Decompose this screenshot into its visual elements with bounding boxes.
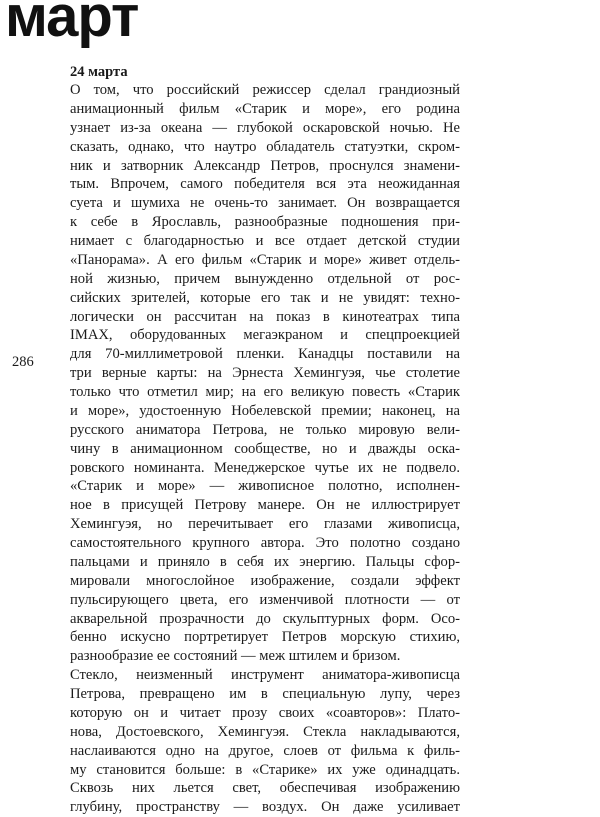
text-line: ное в присущей Петрову манере. Он не иллюстрирует — [70, 497, 460, 514]
diary-entry — [70, 64, 460, 817]
text-line: му становится больше: в «Старике» их уже одинадцать. — [70, 761, 460, 778]
text-line: чину в анимационном сообществе, но и дважды оска- — [70, 440, 460, 457]
text-line: нимает с благодарностью и все отдает детской студии — [70, 233, 460, 249]
text-line: пальцами и приняло в себя их энергию. Пальцы сфор- — [70, 553, 460, 570]
text-line: русского аниматора Петрова, не только мировую вели- — [70, 421, 460, 438]
text-line: глубину, пространству — воздух. Он даже усиливает — [70, 799, 460, 816]
month-heading: март — [5, 0, 139, 49]
text-line: О том, что российский режиссер сделал грандиозный — [70, 82, 460, 98]
text-line: мировали многослойное изображение, создали эффект — [70, 572, 460, 589]
text-line: пульсирующего цвета, его изменчивой плотности — от — [70, 591, 460, 608]
page-number: 286 — [12, 354, 34, 370]
text-line: наслаиваются одно на другое, слоев от фильма к филь- — [70, 742, 460, 759]
paragraph-1 — [70, 81, 460, 666]
text-line: акварельной прозрачности до скульптурных форм. Осо- — [70, 610, 460, 627]
text-line: ник и затворник Александр Петров, проснулся знамени- — [70, 157, 460, 174]
text-line: Петрова, превращено им в специальную лупу, через — [70, 686, 460, 702]
text-line: анимационный фильм «Старик и море», его родина — [70, 100, 460, 117]
text-line: узнает из-за океана — глубокой оскаровской ночью. Не — [70, 119, 460, 136]
text-line: бенно искусно портретирует Петров морскую стихию, — [70, 629, 460, 646]
text-line: «Старик и море» — живописное полотно, исполнен- — [70, 478, 460, 495]
text-line: самостоятельного крупного автора. Это полотно создано — [70, 535, 460, 551]
text-line: IMAX, оборудованных мегаэкраном и спецпроекцией — [70, 327, 460, 344]
text-line: сказать, однако, что наутро обладатель статуэтки, скром- — [70, 138, 460, 155]
text-line: сийских зрителей, которые его так и не увидят: техно- — [70, 289, 460, 306]
text-line: логически он рассчитан на показ в кинотеатрах типа — [70, 308, 460, 325]
text-line: Сквозь них льется свет, обеспечивая изображению — [70, 780, 460, 797]
text-line: Стекло, неизменный инструмент аниматора-живописца — [70, 667, 460, 684]
text-line: три верные карты: на Эрнеста Хемингуэя, чье столетие — [70, 365, 460, 382]
paragraph-2 — [70, 666, 460, 817]
text-line: ной жизнью, причем вынужденно отдельной от рос- — [70, 270, 460, 287]
entry-date: 24 марта — [70, 64, 128, 80]
text-line: к себе в Ярославль, разнообразные подношения при- — [70, 214, 460, 231]
text-line: ровского номинанта. Менеджерское чутье их не подвело. — [70, 459, 460, 476]
text-line: для 70-миллиметровой пленки. Канадцы поставили на — [70, 346, 460, 363]
text-line: тым. Впрочем, самого победителя вся эта неожиданная — [70, 176, 460, 193]
text-line: разнообразие ее состояний — меж штилем и бризом. — [70, 648, 401, 665]
text-line: и море», удостоенную Нобелевской премии; наконец, на — [70, 402, 460, 419]
text-line: только что отметил мир; на его великую повесть «Старик — [70, 384, 460, 400]
text-line: Хемингуэя, но перечитывает его глазами живописца, — [70, 516, 460, 533]
text-line: «Панорама». А его фильм «Старик и море» живет отдель- — [70, 251, 460, 268]
text-line: суета и шумиха не очень-то занимает. Он возвращается — [70, 195, 460, 212]
text-line: которую он и читает прозу своих «соавторов»: Плато- — [70, 704, 460, 721]
text-line: нова, Достоевского, Хемингуэя. Стекла накладываются, — [70, 723, 460, 740]
